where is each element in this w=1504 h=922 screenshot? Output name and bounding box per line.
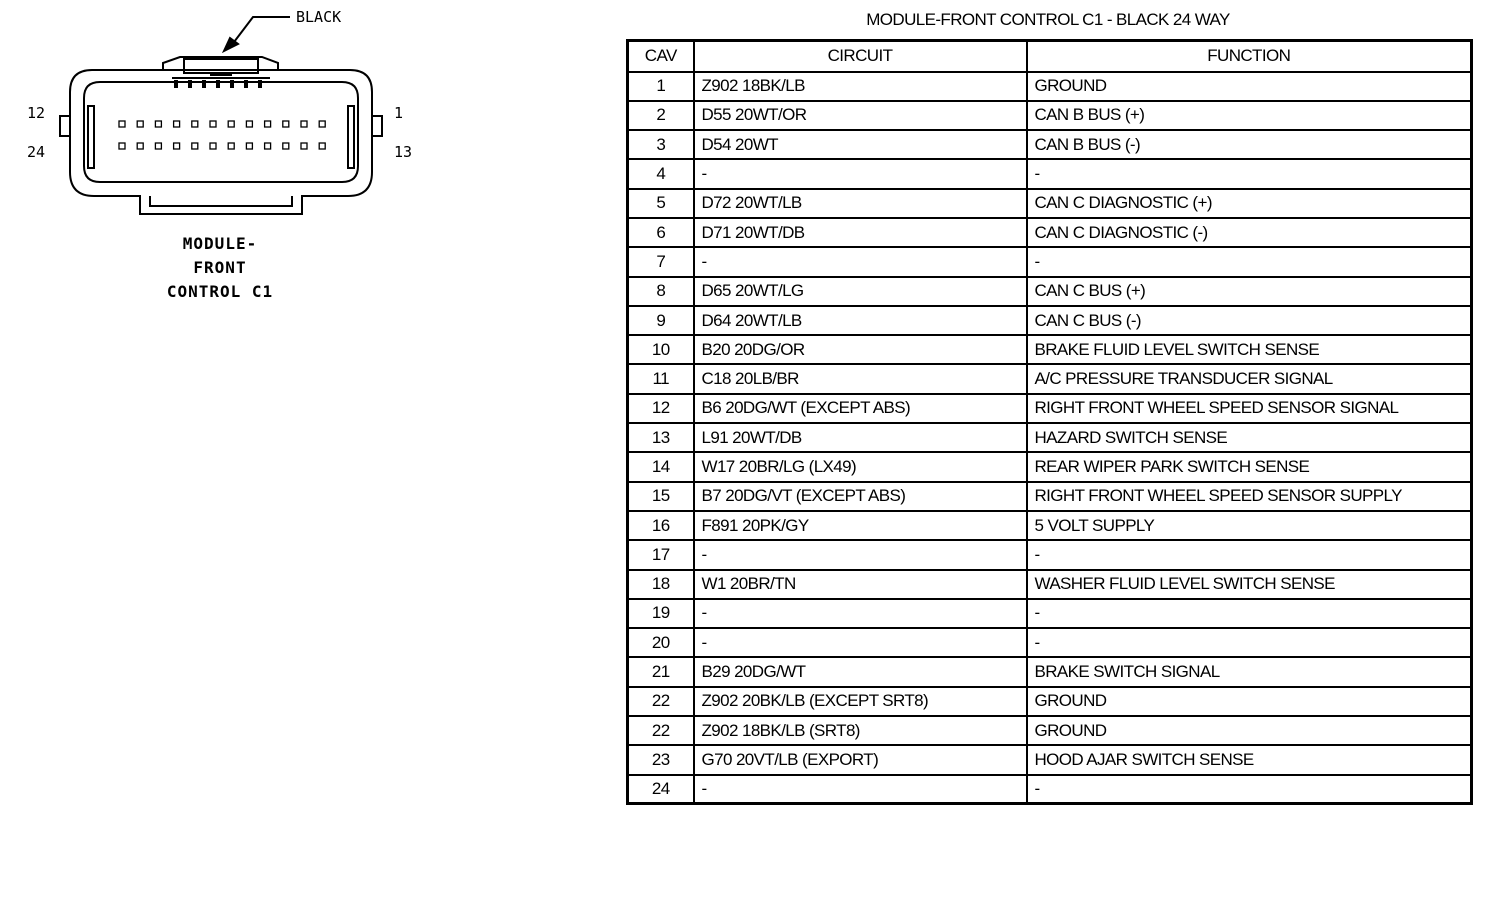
function-cell: GROUND <box>1027 72 1472 101</box>
circuit-cell: - <box>694 599 1027 628</box>
cav-cell: 1 <box>628 72 694 101</box>
table-row <box>628 482 1472 511</box>
pin-cavity <box>119 121 125 127</box>
connector-housing <box>70 70 372 214</box>
table-row <box>628 101 1472 130</box>
circuit-cell: Z902 20BK/LB (EXCEPT SRT8) <box>694 687 1027 716</box>
function-cell: - <box>1027 599 1472 628</box>
cav-cell: 22 <box>628 687 694 716</box>
function-cell: - <box>1027 628 1472 657</box>
function-cell: - <box>1027 247 1472 276</box>
cav-cell: 22 <box>628 716 694 745</box>
function-cell: CAN C DIAGNOSTIC (-) <box>1027 218 1472 247</box>
cav-cell: 24 <box>628 775 694 804</box>
cav-cell: 15 <box>628 482 694 511</box>
table-row <box>628 247 1472 276</box>
circuit-cell: - <box>694 247 1027 276</box>
pin-cavity <box>192 143 198 149</box>
function-cell: GROUND <box>1027 716 1472 745</box>
circuit-cell: W17 20BR/LG (LX49) <box>694 452 1027 481</box>
pin-cavity <box>301 143 307 149</box>
pin-cavity <box>155 121 161 127</box>
pin-cavity <box>246 121 252 127</box>
function-cell: HOOD AJAR SWITCH SENSE <box>1027 745 1472 774</box>
pin-cavity <box>283 121 289 127</box>
table-row <box>628 570 1472 599</box>
pin-cavities <box>119 121 325 149</box>
cav-cell: 4 <box>628 159 694 188</box>
pin-label-12: 12 <box>27 104 46 122</box>
cav-cell: 18 <box>628 570 694 599</box>
table-row <box>628 716 1472 745</box>
function-cell: CAN C DIAGNOSTIC (+) <box>1027 189 1472 218</box>
cav-cell: 5 <box>628 189 694 218</box>
table-row <box>628 540 1472 569</box>
table-body <box>628 72 1472 804</box>
pin-cavity <box>210 121 216 127</box>
cav-cell: 6 <box>628 218 694 247</box>
pin-cavity <box>228 143 234 149</box>
function-cell: CAN B BUS (-) <box>1027 130 1472 159</box>
header-cav: CAV <box>628 41 694 72</box>
table-row <box>628 159 1472 188</box>
pin-cavity <box>246 143 252 149</box>
table-row <box>628 218 1472 247</box>
left-ear <box>60 116 70 136</box>
bottom-tab <box>150 196 292 206</box>
cav-cell: 7 <box>628 247 694 276</box>
pin-cavity <box>192 121 198 127</box>
pin-cavity <box>265 121 271 127</box>
circuit-cell: D71 20WT/DB <box>694 218 1027 247</box>
table-row <box>628 130 1472 159</box>
function-cell: BRAKE SWITCH SIGNAL <box>1027 657 1472 686</box>
circuit-cell: F891 20PK/GY <box>694 511 1027 540</box>
pin-label-13: 13 <box>394 143 413 161</box>
table-row <box>628 394 1472 423</box>
header-function: FUNCTION <box>1027 41 1472 72</box>
cav-cell: 11 <box>628 364 694 393</box>
function-cell: GROUND <box>1027 687 1472 716</box>
circuit-cell: B7 20DG/VT (EXCEPT ABS) <box>694 482 1027 511</box>
cav-cell: 16 <box>628 511 694 540</box>
pin-cavity <box>137 143 143 149</box>
table-row <box>628 72 1472 101</box>
pin-cavity <box>228 121 234 127</box>
circuit-cell: - <box>694 775 1027 804</box>
table-row <box>628 189 1472 218</box>
circuit-cell: B6 20DG/WT (EXCEPT ABS) <box>694 394 1027 423</box>
table-header-row <box>628 41 1472 72</box>
circuit-cell: G70 20VT/LB (EXPORT) <box>694 745 1027 774</box>
cav-cell: 2 <box>628 101 694 130</box>
connector-cavity <box>84 82 358 182</box>
table-row <box>628 306 1472 335</box>
table-title: MODULE-FRONT CONTROL C1 - BLACK 24 WAY <box>866 10 1230 29</box>
cav-cell: 3 <box>628 130 694 159</box>
function-cell: BRAKE FLUID LEVEL SWITCH SENSE <box>1027 335 1472 364</box>
header-circuit: CIRCUIT <box>694 41 1027 72</box>
connector-color-label: BLACK <box>296 8 342 26</box>
cav-cell: 9 <box>628 306 694 335</box>
circuit-cell: D65 20WT/LG <box>694 277 1027 306</box>
cav-cell: 12 <box>628 394 694 423</box>
circuit-cell: C18 20LB/BR <box>694 364 1027 393</box>
pin-label-1: 1 <box>394 104 404 122</box>
table-row <box>628 335 1472 364</box>
cav-cell: 14 <box>628 452 694 481</box>
function-cell: WASHER FLUID LEVEL SWITCH SENSE <box>1027 570 1472 599</box>
function-cell: CAN C BUS (+) <box>1027 277 1472 306</box>
connector-name <box>140 232 300 304</box>
circuit-cell: Z902 18BK/LB <box>694 72 1027 101</box>
connector-drawing <box>0 0 600 320</box>
pin-cavity <box>301 121 307 127</box>
table-row <box>628 599 1472 628</box>
connector-name-line: CONTROL C1 <box>166 282 274 301</box>
function-cell: - <box>1027 775 1472 804</box>
cav-cell: 23 <box>628 745 694 774</box>
function-cell: CAN C BUS (-) <box>1027 306 1472 335</box>
circuit-cell: D64 20WT/LB <box>694 306 1027 335</box>
cav-cell: 17 <box>628 540 694 569</box>
connector-diagram <box>0 0 600 320</box>
circuit-cell: D55 20WT/OR <box>694 101 1027 130</box>
function-cell: REAR WIPER PARK SWITCH SENSE <box>1027 452 1472 481</box>
table-row <box>628 745 1472 774</box>
function-cell: 5 VOLT SUPPLY <box>1027 511 1472 540</box>
connector-name-line: FRONT <box>193 258 247 277</box>
table-row <box>628 277 1472 306</box>
cav-cell: 10 <box>628 335 694 364</box>
cav-cell: 8 <box>628 277 694 306</box>
function-cell: CAN B BUS (+) <box>1027 101 1472 130</box>
cav-cell: 21 <box>628 657 694 686</box>
pin-cavity <box>174 143 180 149</box>
function-cell: - <box>1027 159 1472 188</box>
table-row <box>628 511 1472 540</box>
pin-label-24: 24 <box>27 143 46 161</box>
pin-cavity <box>119 143 125 149</box>
pin-cavity <box>210 143 216 149</box>
pin-cavity <box>265 143 271 149</box>
circuit-cell: L91 20WT/DB <box>694 423 1027 452</box>
cav-cell: 19 <box>628 599 694 628</box>
function-cell: - <box>1027 540 1472 569</box>
table-row <box>628 364 1472 393</box>
pinout-table <box>626 39 1473 805</box>
right-ear <box>372 116 382 136</box>
function-cell: RIGHT FRONT WHEEL SPEED SENSOR SIGNAL <box>1027 394 1472 423</box>
circuit-cell: D72 20WT/LB <box>694 189 1027 218</box>
pin-cavity <box>319 143 325 149</box>
table-row <box>628 775 1472 804</box>
circuit-cell: D54 20WT <box>694 130 1027 159</box>
circuit-cell: - <box>694 628 1027 657</box>
connector-name-line: MODULE- <box>182 234 258 253</box>
table-row <box>628 452 1472 481</box>
circuit-cell: - <box>694 159 1027 188</box>
pin-cavity <box>283 143 289 149</box>
cav-cell: 13 <box>628 423 694 452</box>
pin-cavity <box>319 121 325 127</box>
left-rail <box>88 106 94 168</box>
pin-cavity <box>155 143 161 149</box>
table-row <box>628 628 1472 657</box>
circuit-cell: B20 20DG/OR <box>694 335 1027 364</box>
circuit-cell: W1 20BR/TN <box>694 570 1027 599</box>
function-cell: A/C PRESSURE TRANSDUCER SIGNAL <box>1027 364 1472 393</box>
function-cell: HAZARD SWITCH SENSE <box>1027 423 1472 452</box>
circuit-cell: Z902 18BK/LB (SRT8) <box>694 716 1027 745</box>
pin-cavity <box>137 121 143 127</box>
circuit-cell: B29 20DG/WT <box>694 657 1027 686</box>
color-leader-line <box>231 17 290 46</box>
table-row <box>628 687 1472 716</box>
right-rail <box>348 106 354 168</box>
cav-cell: 20 <box>628 628 694 657</box>
function-cell: RIGHT FRONT WHEEL SPEED SENSOR SUPPLY <box>1027 482 1472 511</box>
pin-cavity <box>174 121 180 127</box>
table-row <box>628 657 1472 686</box>
table-row <box>628 423 1472 452</box>
circuit-cell: - <box>694 540 1027 569</box>
